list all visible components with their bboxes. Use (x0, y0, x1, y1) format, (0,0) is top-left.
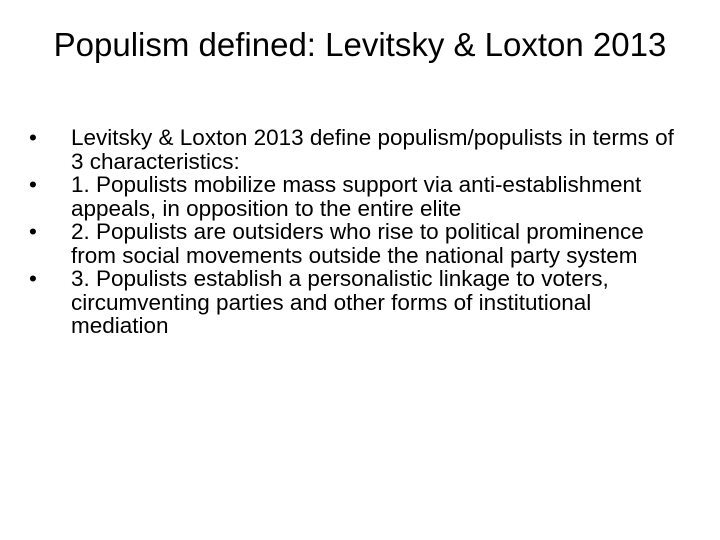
bullet-icon: • (29, 125, 37, 150)
bullet-icon: • (29, 266, 37, 291)
bullet-list (26, 126, 674, 338)
bullet-text: 2. Populists are outsiders who rise to political prominence from social movements outside the national party system (71, 219, 644, 268)
slide-title: Populism defined: Levitsky & Loxton 2013 (53, 26, 667, 63)
bullet-item (26, 173, 674, 220)
bullet-text: 1. Populists mobilize mass support via anti-establishment appeals, in opposition to the entire elite (71, 172, 642, 221)
bullet-icon: • (29, 219, 37, 244)
bullet-item (26, 126, 674, 173)
bullet-item (26, 267, 674, 338)
bullet-text: 3. Populists establish a personalistic linkage to voters, circumventing parties and other forms of institutional mediation (71, 266, 609, 338)
bullet-icon: • (29, 172, 37, 197)
bullet-item (26, 220, 674, 267)
bullet-text: Levitsky & Loxton 2013 define populism/populists in terms of 3 characteristics: (71, 125, 674, 174)
